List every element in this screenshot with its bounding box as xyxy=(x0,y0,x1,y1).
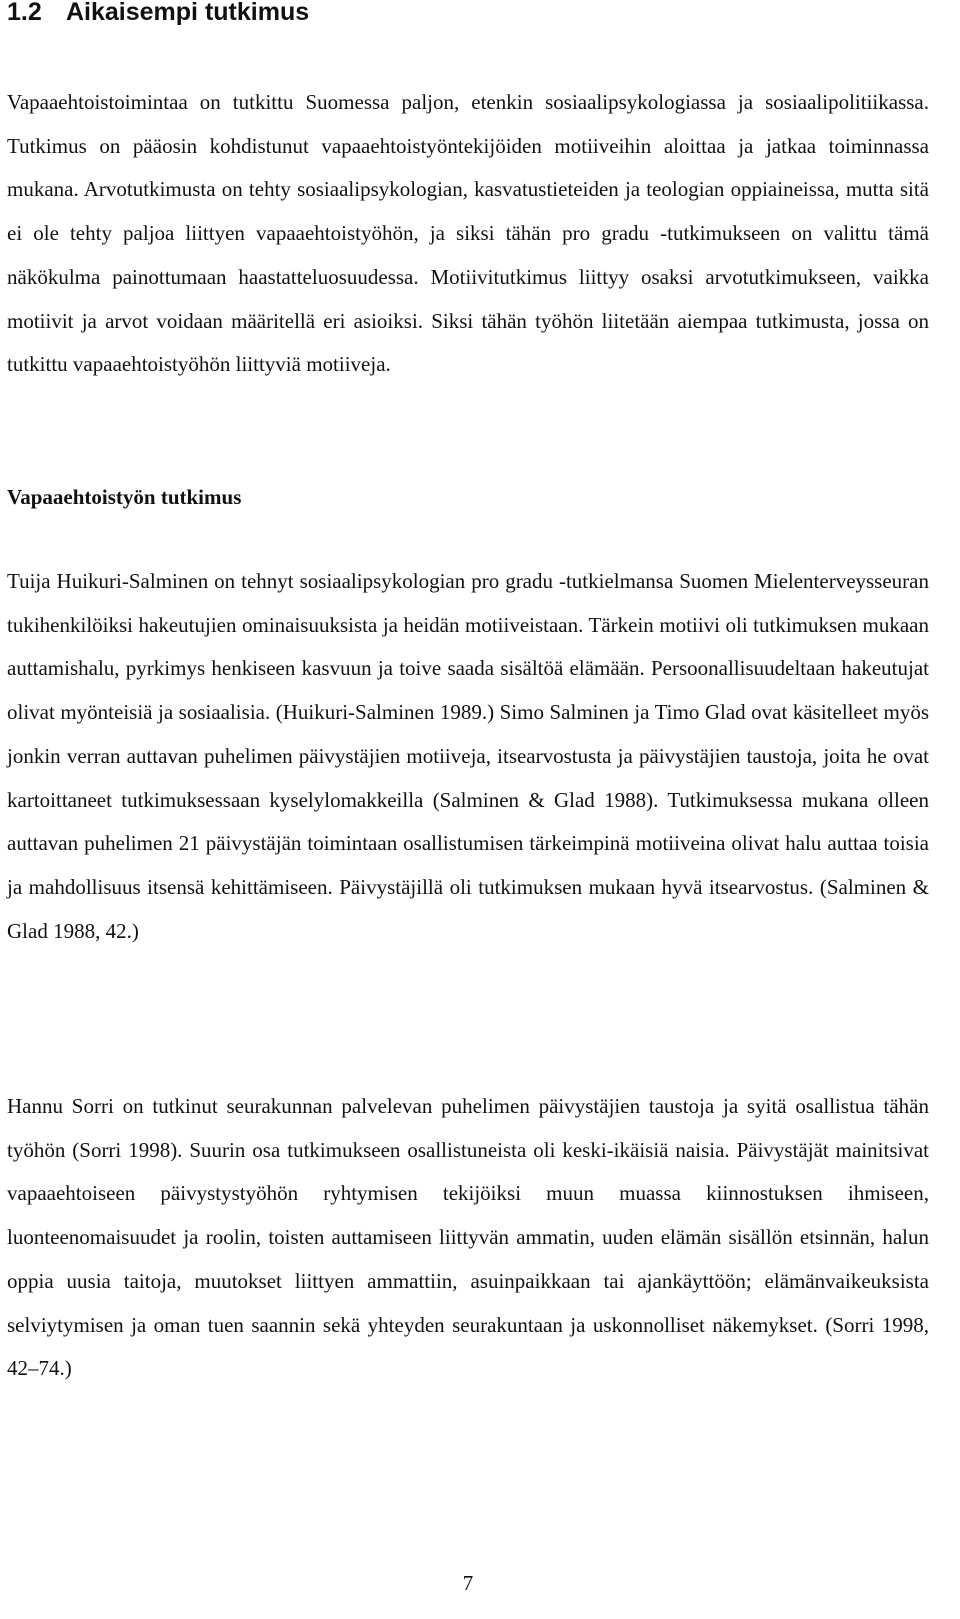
page-number: 7 xyxy=(462,1571,474,1595)
section-title: Aikaisempi tutkimus xyxy=(66,0,310,26)
intro-paragraph: Vapaaehtoistoimintaa on tutkittu Suomessa paljon, etenkin sosiaalipsykologiassa ja sosiaalipolitiikassa. Tutkimus on pääosin kohdistunut vapaaehtoistyöntekijöiden motiiveihin aloittaa ja jatkaa toiminnassa mukana. Arvotutkimusta on tehty sosiaalipsykologian, kasvatustieteiden ja teologian oppiaineissa, mutta sitä ei ole tehty paljoa liittyen vapaaehtoistyöhön, ja siksi tähän pro gradu -tutkimukseen on valittu tämä näkökulma painottumaan haastatteluosuudessa. Motiivitutkimus liittyy osaksi arvotutkimukseen, vaikka motiivit ja arvot voidaan määritellä eri asioiksi. Siksi tähän työhön liitetään aiempaa tutkimusta, jossa on tutkittu vapaaehtoistyöhön liittyviä motiiveja. xyxy=(7,90,929,377)
huikuri-salminen-paragraph: Tuija Huikuri-Salminen on tehnyt sosiaalipsykologian pro gradu -tutkielmansa Suomen Mielenterveysseuran tukihenkilöiksi hakeutujien ominaisuuksista ja heidän motiiveistaan. Tärkein motiivi oli tutkimuksen mukaan auttamishalu, pyrkimys henkiseen kasvuun ja toive saada sisältöä elämään. Persoonallisuudeltaan hakeutujat olivat myönteisiä ja sosiaalisia. (Huikuri-Salminen 1989.) Simo Salminen ja Timo Glad ovat käsitelleet myös jonkin verran auttavan puhelimen päivystäjien motiiveja, itsearvostusta ja päivystäjien taustoja, joita he ovat kartoittaneet tutkimuksessaan kyselylomakkeilla (Salminen & Glad 1988). Tutkimuksessa mukana olleen auttavan puhelimen 21 päivystäjän toimintaan osallistumisen tärkeimpinä motiiveina olivat halu auttaa toisia ja mahdollisuus itsensä kehittämiseen. Päivystäjillä oli tutkimuksen mukaan hyvä itsearvostus. (Salminen & Glad 1988, 42.) xyxy=(7,569,929,943)
subsection-heading: Vapaaehtoistyön tutkimus xyxy=(7,485,242,509)
sorri-paragraph: Hannu Sorri on tutkinut seurakunnan palvelevan puhelimen päivystäjien taustoja ja syitä osallistua tähän työhön (Sorri 1998). Suurin osa tutkimukseen osallistuneista oli keski-ikäisiä naisia. Päivystäjät mainitsivat vapaaehtoiseen päivystystyöhön ryhtymisen tekijöiksi muun muassa kiinnostuksen ihmiseen, luonteenomaisuudet ja roolin, toisten auttamiseen liittyvän ammatin, uuden elämän sisällön etsinnän, halun oppia uusia taitoja, muutokset liittyen ammattiin, asuinpaikkaan tai ajankäyttöön; elämänvaikeuksista selviytymisen ja oman tuen saannin sekä yhteyden seurakuntaan ja uskonnolliset näkemykset. (Sorri 1998, 42–74.) xyxy=(7,1094,929,1381)
section-heading xyxy=(7,0,309,32)
section-number: 1.2 xyxy=(7,0,42,26)
document-page xyxy=(7,0,929,1619)
